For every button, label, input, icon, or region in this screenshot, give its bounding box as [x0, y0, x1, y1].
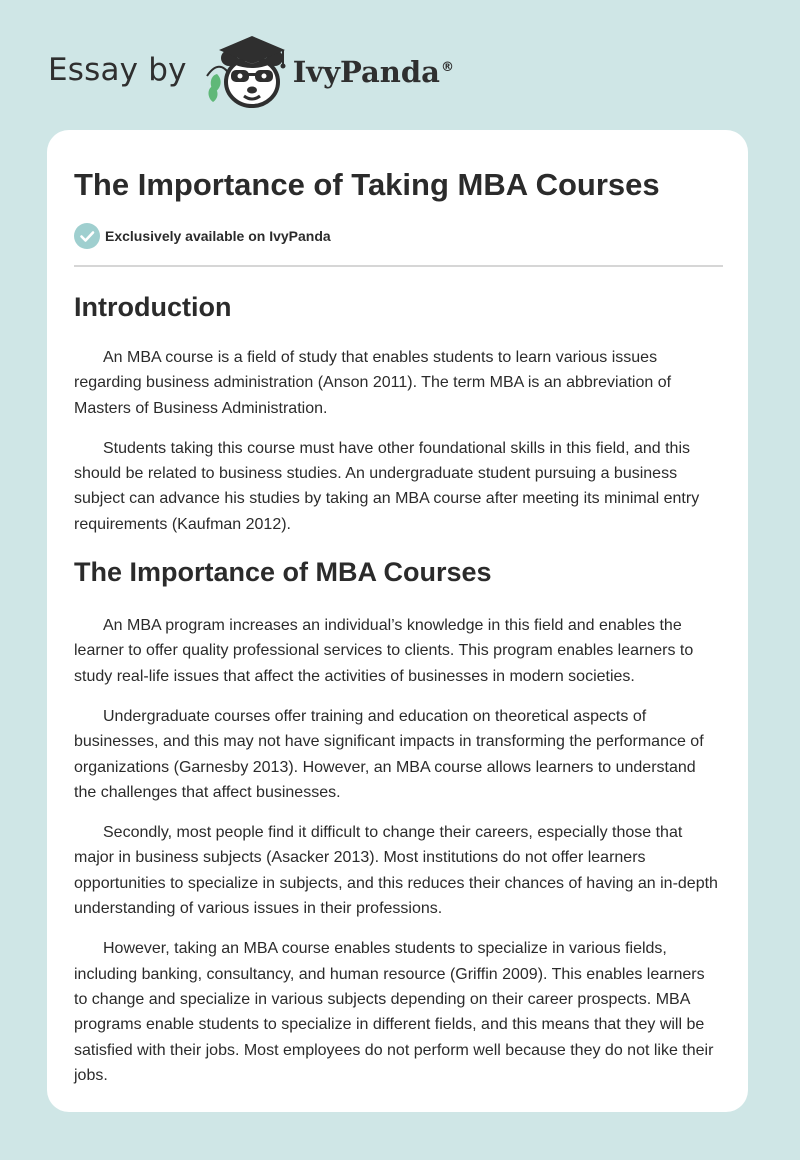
essay-title: The Importance of Taking MBA Courses	[74, 167, 660, 202]
exclusive-badge-text: Exclusively available on IvyPanda	[105, 228, 331, 244]
section-heading-introduction: Introduction	[74, 292, 232, 322]
paragraph: Secondly, most people find it difficult to change their careers, especially those that major in business subjects (Asacker 2013). Most institutions do not offer learners opportunities to specialize in subjects, and this reduces their chances of having an in-depth understanding of various issues in their professions.	[74, 824, 718, 918]
paragraph: Undergraduate courses offer training and education on theoretical aspects of businesses, and this may not have significant impacts in transforming the performance of organizations (Garnesby 2013). However, an MBA course allows learners to understand the challenges that affect businesses.	[74, 707, 704, 801]
paragraph: However, taking an MBA course enables students to specialize in various fields, including banking, consultancy, and human resource (Griffin 2009). This enables learners to change and specialize in various subjects depending on their career prospects. MBA programs enable students to specialize in different fields, and this means that they will be satisfied with their jobs. Most employees do not perform well because they do not like their jobs.	[74, 940, 714, 1084]
title-divider	[74, 265, 723, 267]
section-heading-importance: The Importance of MBA Courses	[74, 557, 492, 588]
paragraph: An MBA course is a field of study that enables students to learn various issues regarding business administration (Anson 2011). The term MBA is an abbreviation of Masters of Business Administration.	[74, 349, 672, 417]
site-brand[interactable]	[48, 30, 454, 110]
registered-mark: ®	[440, 60, 454, 76]
panda-graduate-logo-icon	[203, 30, 291, 110]
essay-by-label: Essay by	[48, 52, 187, 88]
exclusive-badge	[74, 222, 722, 250]
check-circle-icon	[74, 223, 100, 249]
brand-name-text: IvyPanda	[292, 55, 440, 89]
brand-name	[293, 55, 454, 89]
essay-card	[47, 130, 748, 1112]
paragraph: Students taking this course must have other foundational skills in this field, and this should be related to business studies. An undergraduate student pursuing a business subject can advance his studies by taking an MBA course after meeting its minimal entry requirements (Kaufman 2012).	[74, 439, 700, 533]
paragraph: An MBA program increases an individual’s knowledge in this field and enables the learner to offer quality professional services to clients. This program enables learners to study real-life issues that affect the activities of businesses in modern societies.	[74, 617, 694, 685]
